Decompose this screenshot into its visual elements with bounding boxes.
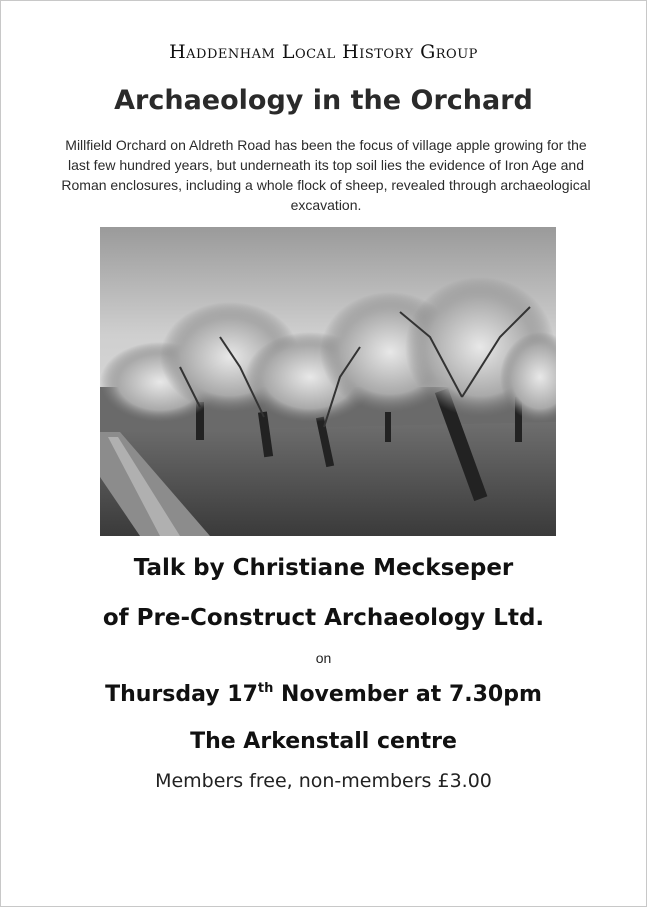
venue: The Arkenstall centre xyxy=(190,729,457,754)
on-label: on xyxy=(315,650,332,666)
speaker-line: Talk by Christiane Meckseper xyxy=(133,555,514,581)
date-prefix: Thursday 17 xyxy=(105,682,258,707)
orchard-photo xyxy=(100,227,556,536)
admission-price: Members free, non-members £3.00 xyxy=(155,770,492,792)
date-ordinal: th xyxy=(257,681,274,696)
organisation-line: of Pre-Construct Archaeology Ltd. xyxy=(102,605,545,631)
intro-paragraph: Millfield Orchard on Aldreth Road has been the focus of village apple growing for the last few hundred years, but underneath its top soil lies the evidence of Iron Age and Roman enclosures, including a whole flock of sheep, revealed through archaeological excavation. xyxy=(61,137,591,213)
event-date xyxy=(1,681,646,707)
group-name: Haddenham Local History Group xyxy=(169,41,478,63)
date-rest: November at 7.30pm xyxy=(273,682,542,707)
poster-title: Archaeology in the Orchard xyxy=(114,85,533,116)
